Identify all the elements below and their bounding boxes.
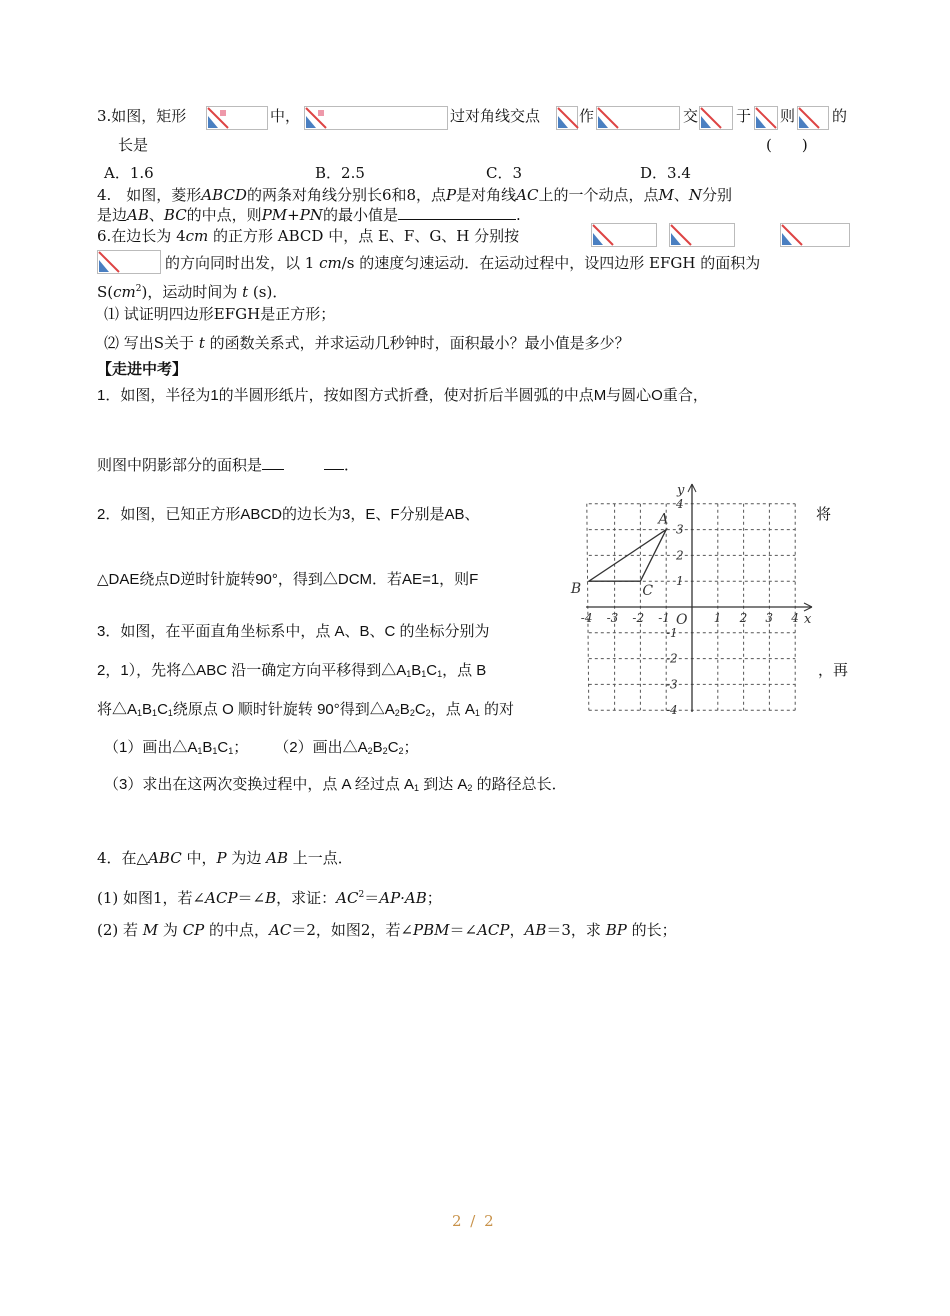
page-number: 2 / 2 (452, 1212, 496, 1230)
answer-blank (262, 454, 284, 470)
q3-text-b: 中， (270, 107, 301, 125)
z1-line1: 1．如图，半径为1的半圆形纸片，按如图方式折叠，使对折后半圆弧的中点M与圆心O重合， (97, 387, 708, 404)
y-axis-label: y (677, 483, 685, 498)
point-a-label: A (658, 511, 669, 528)
missing-image-icon (797, 106, 829, 130)
z3-line1: 3．如图，在平面直角坐标系中，点 A、B、C 的坐标分别为 (97, 623, 490, 640)
q3-line2: 长是 (118, 136, 149, 154)
point-c-label: C (642, 583, 654, 600)
z4-line3: (2) 若 M 为 CP 的中点，AC＝2，如图2，若∠PBM＝∠ACP，AB＝3，求 BP 的长； (97, 921, 677, 939)
q3-text-e: 交 (683, 107, 699, 125)
coordinate-grid (570, 482, 816, 718)
z3-line2-end: ，再 (818, 662, 849, 679)
y-tick-label: 4 (676, 496, 684, 511)
x-tick-label: -2 (632, 611, 645, 625)
q3-line1: 3.如图，矩形 (97, 107, 187, 125)
x-tick-label: 4 (791, 611, 799, 625)
coordinate-grid-figure (570, 482, 816, 720)
option-c: C．3 (486, 164, 523, 182)
q3-text-d: 作 (579, 107, 595, 125)
answer-blank (324, 454, 344, 470)
z2-line1: 2．如图，已知正方形ABCD的边长为3，E、F分别是AB、 (97, 506, 480, 523)
origin-label: O (676, 612, 688, 628)
q3-text-g: 则 (780, 107, 796, 125)
z3-part3: （3）求出在这两次变换过程中，点 A 经过点 $A_1$ 到达 $A_2$ 的路径总长． (104, 776, 567, 793)
missing-image-icon (206, 106, 268, 130)
missing-image-icon (591, 223, 657, 247)
missing-image-icon (754, 106, 778, 130)
z2-line2: △DAE绕点D逆时针旋转90°，得到△DCM．若AE=1，则F (97, 571, 479, 588)
x-tick-label: -3 (606, 611, 619, 625)
y-tick-label: -4 (666, 703, 678, 718)
x-tick-label: 2 (739, 611, 748, 625)
z2-line1-end: 将 (816, 506, 832, 523)
q3-text-c: 过对角线交点 (450, 107, 541, 125)
y-tick-label: 2 (676, 548, 684, 563)
grid-background (576, 482, 816, 716)
section-title: 【走进中考】 (97, 360, 188, 378)
z3-line2: 2，1），先将△ABC 沿一确定方向平移得到$\triangle A_1B_1C_1$，点 B (97, 662, 487, 679)
q6-line2: 的方向同时出发，以 1 cm/s 的速度匀速运动．在运动过程中，设四边形 EFGH 的面积为 (165, 254, 761, 272)
q6-part1: ⑴ 试证明四边形EFGH是正方形； (104, 305, 336, 323)
missing-image-icon (699, 106, 733, 130)
point-b-label: B (570, 581, 582, 598)
y-tick-label: 3 (676, 522, 684, 537)
x-tick-label: -1 (658, 611, 670, 625)
answer-paren: ( ) (766, 136, 808, 154)
q4-line2: 是边AB、BC的中点，则PM+PN的最小值是 . (97, 206, 521, 224)
q6-line3: $S(cm^2)$，运动时间为 t (s)． (97, 283, 288, 301)
missing-image-icon (780, 223, 850, 247)
option-d: D．3.4 (640, 164, 691, 182)
x-tick-label: 1 (713, 611, 722, 625)
y-tick-label: 1 (676, 574, 684, 589)
option-a: A．1.6 (104, 164, 154, 182)
y-tick-label: -1 (666, 625, 678, 640)
x-tick-label: 3 (765, 611, 774, 625)
answer-blank (398, 204, 516, 220)
q4-line1: 4. 如图，菱形ABCD的两条对角线分别长6和8，点P是对角线AC上的一个动点，点M、N分别 (97, 186, 732, 204)
x-tick-label: -4 (580, 611, 593, 625)
q3-text-f: 于 (736, 107, 752, 125)
missing-image-icon (556, 106, 578, 130)
q6-line1: 6.在边长为 4cm 的正方形 ABCD 中，点 E、F、G、H 分别按 (97, 227, 520, 245)
missing-image-icon (669, 223, 735, 247)
option-b: B．2.5 (315, 164, 365, 182)
missing-image-icon (97, 250, 161, 274)
q3-text-h: 的 (832, 107, 848, 125)
q6-part2: ⑵ 写出S关于 t 的函数关系式，并求运动几秒钟时，面积最小？最小值是多少？ (104, 334, 630, 352)
z3-line3: 将$\triangle A_1B_1C_1$绕原点 O 顺时针旋转 90°得到$\triangle A_2B_2C_2$，点 $A_1$ 的对 (97, 701, 515, 718)
z4-line1: 4．在△ABC 中，P 为边 AB 上一点． (97, 849, 353, 867)
z1-line2: 则图中阴影部分的面积是 ． (97, 454, 359, 476)
missing-image-icon (596, 106, 680, 130)
x-axis-label: x (804, 612, 812, 627)
y-tick-label: -2 (666, 651, 678, 666)
missing-image-icon (304, 106, 448, 130)
y-tick-label: -3 (666, 677, 678, 692)
z4-line2: (1) 如图1，若∠ACP＝∠B，求证：$AC^2=AP\cdot AB$； (97, 889, 442, 907)
z3-part1-2: （1）画出$\triangle A_1B_1C_1$； （2）画出$\triangle A_2B_2C_2$； (104, 739, 419, 756)
